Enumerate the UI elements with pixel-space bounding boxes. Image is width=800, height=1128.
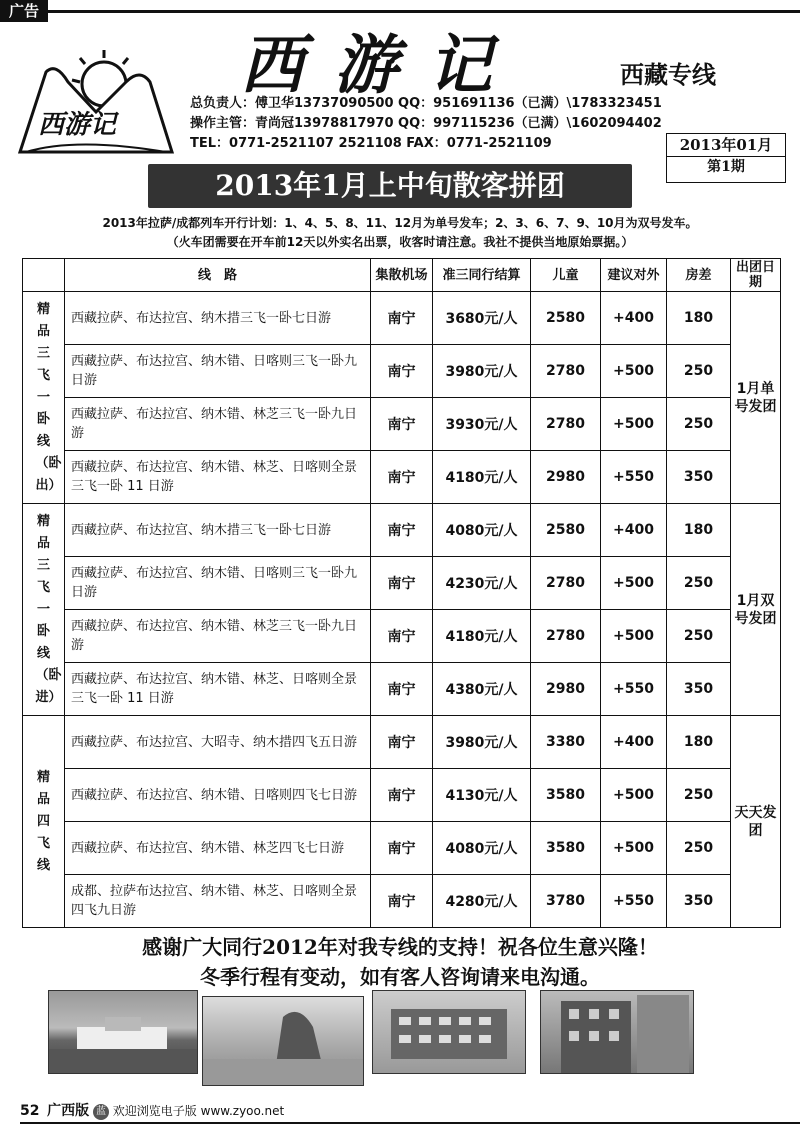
room-cell: 250 <box>667 822 731 875</box>
markup-cell: +400 <box>601 504 667 557</box>
brand-logo <box>16 42 176 162</box>
child-cell: 2980 <box>531 663 601 716</box>
table-row <box>23 875 781 928</box>
contact-operator: 操作主管：青尚冠13978817970 QQ：997115236（已满）\1602094402 <box>190 116 662 131</box>
airport-cell: 南宁 <box>371 875 433 928</box>
child-cell: 2780 <box>531 345 601 398</box>
child-cell: 2580 <box>531 504 601 557</box>
logo-text: 西游记 <box>38 110 117 140</box>
price-cell: 4380元/人 <box>433 663 531 716</box>
markup-cell: +500 <box>601 822 667 875</box>
table-row <box>23 451 781 504</box>
markup-cell: +500 <box>601 345 667 398</box>
price-cell: 4180元/人 <box>433 610 531 663</box>
route-cell: 西藏拉萨、布达拉宫、大昭寺、纳木措四飞五日游 <box>65 716 371 769</box>
price-cell: 3680元/人 <box>433 292 531 345</box>
route-cell: 西藏拉萨、布达拉宫、纳木错、林芝三飞一卧九日游 <box>65 610 371 663</box>
child-cell: 2980 <box>531 451 601 504</box>
train-schedule-note: 2013年拉萨/成都列车开行计划：1、4、5、8、11、12月为单号发车；2、3、6、7、9、10月为双号发车。 <box>102 216 698 230</box>
markup-cell: +550 <box>601 451 667 504</box>
child-cell: 3780 <box>531 875 601 928</box>
thanks-line: 感谢广大同行2012年对我专线的支持！祝各位生意兴隆！ <box>142 935 658 959</box>
child-cell: 2780 <box>531 557 601 610</box>
child-cell: 2780 <box>531 610 601 663</box>
photo-mountain-rock <box>202 996 364 1086</box>
room-cell: 250 <box>667 398 731 451</box>
route-cell: 西藏拉萨、布达拉宫、纳木错、林芝、日喀则全景三飞一卧 11 日游 <box>65 663 371 716</box>
room-cell: 180 <box>667 292 731 345</box>
photo-potala-palace <box>48 990 198 1074</box>
table-row <box>23 292 781 345</box>
child-cell: 2580 <box>531 292 601 345</box>
airport-cell: 南宁 <box>371 557 433 610</box>
markup-cell: +550 <box>601 875 667 928</box>
contact-manager: 总负责人：傅卫华13737090500 QQ：951691136（已满）\1783323451 <box>190 96 662 111</box>
header-route: 线 路 <box>65 259 371 292</box>
departure-cell: 1月单号发团 <box>731 292 781 504</box>
price-cell: 4080元/人 <box>433 822 531 875</box>
airport-cell: 南宁 <box>371 822 433 875</box>
route-cell: 西藏拉萨、布达拉宫、纳木措三飞一卧七日游 <box>65 292 371 345</box>
room-cell: 350 <box>667 451 731 504</box>
airport-cell: 南宁 <box>371 398 433 451</box>
photo-hotel-building <box>372 990 526 1074</box>
contact-phone: TEL：0771-2521107 2521108 FAX：0771-2521109 <box>190 136 552 151</box>
price-cell: 4080元/人 <box>433 504 531 557</box>
markup-cell: +500 <box>601 769 667 822</box>
header-departure: 出团日期 <box>731 259 781 292</box>
route-cell: 西藏拉萨、布达拉宫、纳木错、林芝三飞一卧九日游 <box>65 398 371 451</box>
bottom-divider <box>20 1122 800 1124</box>
markup-cell: +500 <box>601 557 667 610</box>
room-cell: 250 <box>667 610 731 663</box>
airport-cell: 南宁 <box>371 716 433 769</box>
header-child: 儿童 <box>531 259 601 292</box>
airport-cell: 南宁 <box>371 451 433 504</box>
price-cell: 3980元/人 <box>433 716 531 769</box>
child-cell: 3580 <box>531 769 601 822</box>
airport-cell: 南宁 <box>371 292 433 345</box>
route-cell: 西藏拉萨、布达拉宫、纳木错、林芝四飞七日游 <box>65 822 371 875</box>
line-title: 西藏专线 <box>620 61 716 89</box>
route-cell: 成都、拉萨布达拉宫、纳木错、林芝、日喀则全景四飞九日游 <box>65 875 371 928</box>
issue-box <box>666 133 786 183</box>
departure-cell: 天天发团 <box>731 716 781 928</box>
price-cell: 3930元/人 <box>433 398 531 451</box>
room-cell: 350 <box>667 875 731 928</box>
header-room: 房差 <box>667 259 731 292</box>
airport-cell: 南宁 <box>371 769 433 822</box>
room-cell: 180 <box>667 504 731 557</box>
markup-cell: +550 <box>601 663 667 716</box>
room-cell: 350 <box>667 663 731 716</box>
price-cell: 4280元/人 <box>433 875 531 928</box>
price-cell: 3980元/人 <box>433 345 531 398</box>
promo-banner: 2013年1月上中旬散客拼团 <box>148 164 632 208</box>
badge-icon: 蓝 <box>93 1104 109 1120</box>
top-divider <box>48 10 800 13</box>
airport-cell: 南宁 <box>371 504 433 557</box>
markup-cell: +500 <box>601 610 667 663</box>
price-cell: 4130元/人 <box>433 769 531 822</box>
photo-street-hotel <box>540 990 694 1074</box>
route-cell: 西藏拉萨、布达拉宫、纳木错、日喀则三飞一卧九日游 <box>65 345 371 398</box>
header-price: 准三同行结算 <box>433 259 531 292</box>
airport-cell: 南宁 <box>371 345 433 398</box>
airport-cell: 南宁 <box>371 663 433 716</box>
header-markup: 建议对外 <box>601 259 667 292</box>
table-row <box>23 610 781 663</box>
footer <box>20 1102 284 1120</box>
notice-line: 冬季行程有变动，如有客人咨询请来电沟通。 <box>200 965 600 989</box>
route-cell: 西藏拉萨、布达拉宫、纳木错、日喀则四飞七日游 <box>65 769 371 822</box>
header-airport: 集散机场 <box>371 259 433 292</box>
page-number: 52 <box>20 1103 40 1119</box>
price-cell: 4180元/人 <box>433 451 531 504</box>
brand-name: 西游记 <box>240 28 522 103</box>
child-cell: 2780 <box>531 398 601 451</box>
route-cell: 西藏拉萨、布达拉宫、纳木错、日喀则三飞一卧九日游 <box>65 557 371 610</box>
ad-tag: 广告 <box>0 0 48 22</box>
table-row <box>23 769 781 822</box>
table-row <box>23 345 781 398</box>
airport-cell: 南宁 <box>371 610 433 663</box>
room-cell: 180 <box>667 716 731 769</box>
footer-url[interactable]: www.zyoo.net <box>200 1104 285 1118</box>
route-cell: 西藏拉萨、布达拉宫、纳木措三飞一卧七日游 <box>65 504 371 557</box>
issue-date: 2013年01月 <box>679 136 773 154</box>
room-cell: 250 <box>667 769 731 822</box>
issue-number: 第1期 <box>667 156 785 177</box>
child-cell: 3380 <box>531 716 601 769</box>
room-cell: 250 <box>667 345 731 398</box>
tour-price-table <box>22 258 781 928</box>
ticket-note: （火车团需要在开车前12天以外实名出票，收客时请注意。我社不提供当地原始票据。） <box>166 235 634 249</box>
price-cell: 4230元/人 <box>433 557 531 610</box>
header-group <box>23 259 65 292</box>
table-row <box>23 504 781 557</box>
table-row <box>23 716 781 769</box>
group-label: 精品四飞线 <box>23 716 65 928</box>
group-label: 精品三飞一卧线（卧出） <box>23 292 65 504</box>
table-row <box>23 822 781 875</box>
table-header-row <box>23 259 781 292</box>
markup-cell: +500 <box>601 398 667 451</box>
markup-cell: +400 <box>601 716 667 769</box>
child-cell: 3580 <box>531 822 601 875</box>
route-cell: 西藏拉萨、布达拉宫、纳木错、林芝、日喀则全景三飞一卧 11 日游 <box>65 451 371 504</box>
table-row <box>23 557 781 610</box>
footer-slogan: 欢迎浏览电子版 <box>112 1104 197 1118</box>
table-row <box>23 663 781 716</box>
table-row <box>23 398 781 451</box>
edition-label: 广西版 <box>47 1103 90 1119</box>
markup-cell: +400 <box>601 292 667 345</box>
room-cell: 250 <box>667 557 731 610</box>
group-label: 精品三飞一卧线（卧进） <box>23 504 65 716</box>
departure-cell: 1月双号发团 <box>731 504 781 716</box>
